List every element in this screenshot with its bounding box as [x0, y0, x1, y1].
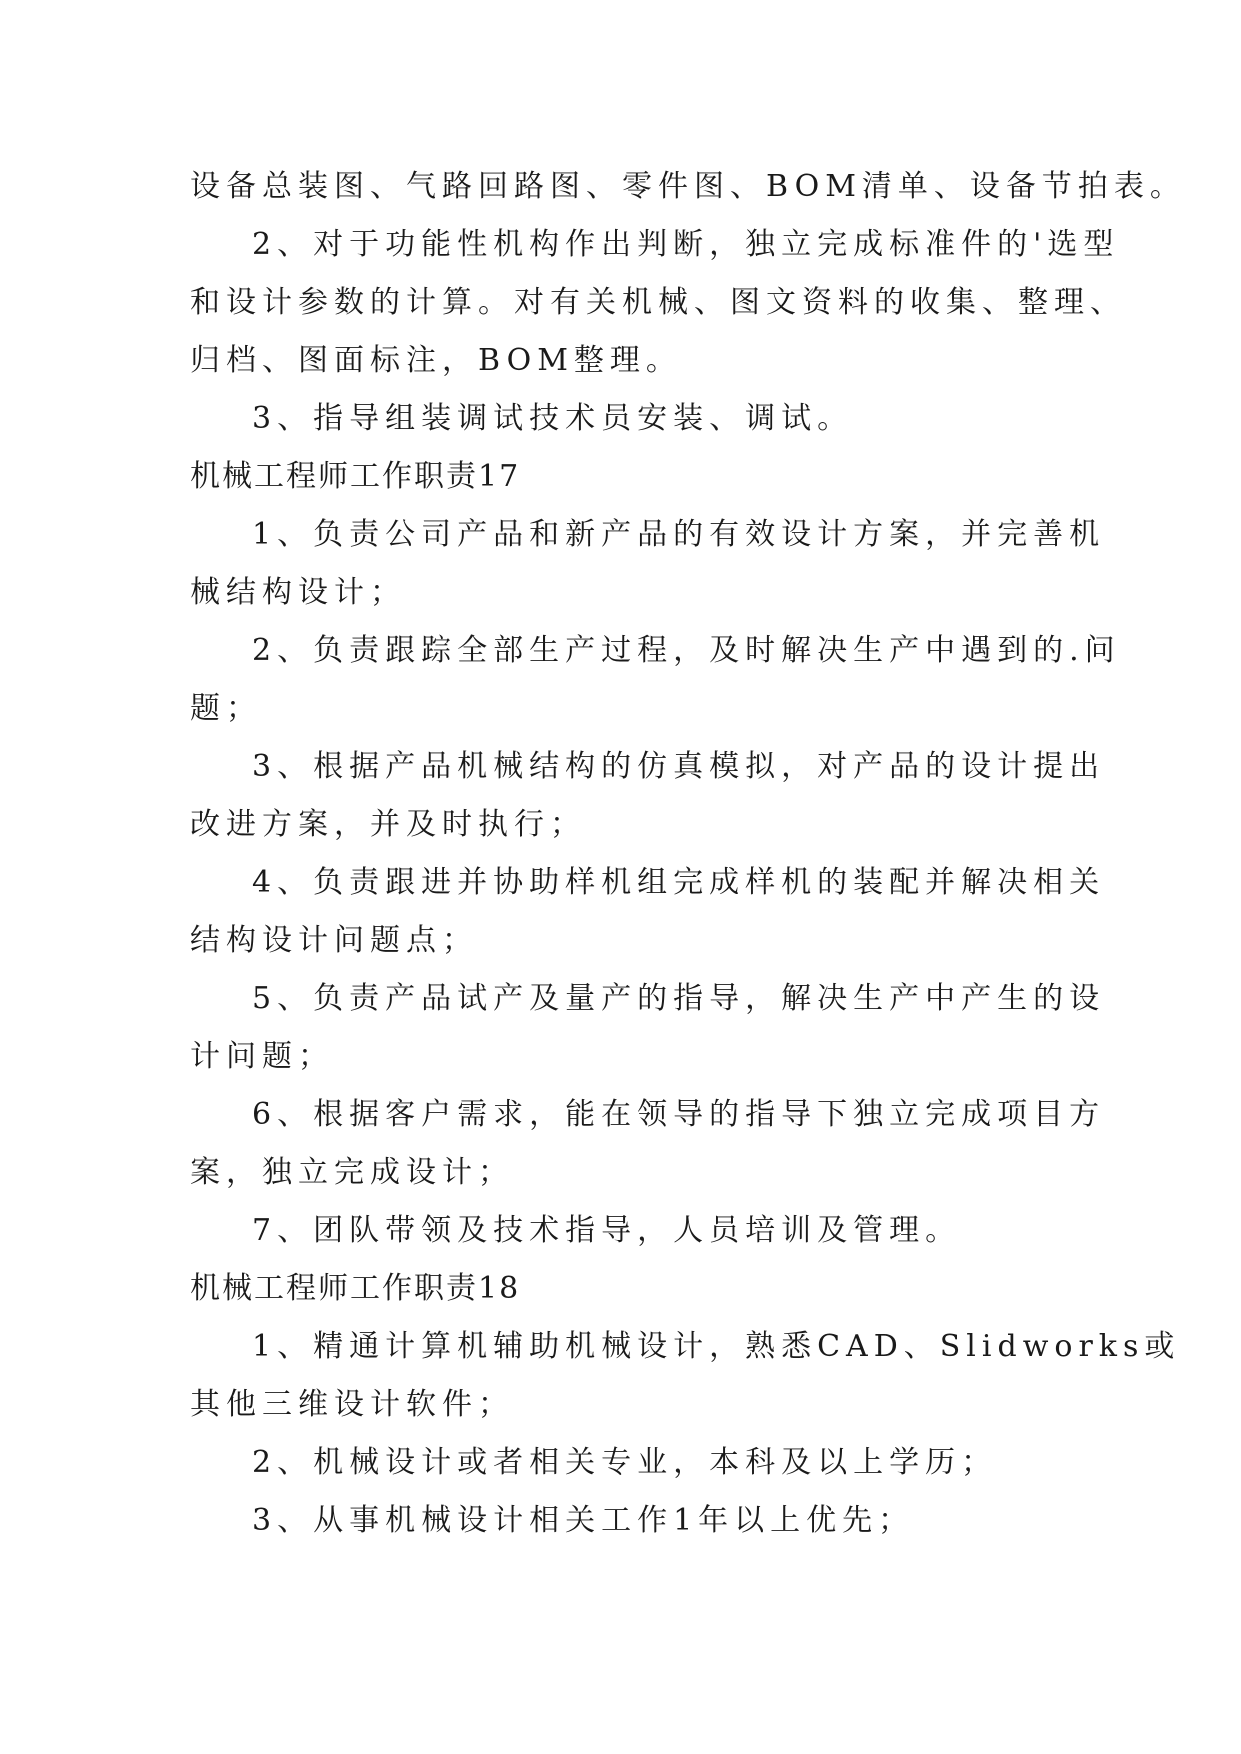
list-item: 7、团队带领及技术指导，人员培训及管理。 [252, 1213, 962, 1248]
text-line: 械结构设计； [190, 575, 406, 610]
list-item: 6、根据客户需求，能在领导的指导下独立完成项目方 [252, 1097, 1106, 1132]
text-line: 和设计参数的计算。对有关机械、图文资料的收集、整理、 [190, 285, 1126, 320]
text-line: 结构设计问题点； [190, 923, 478, 958]
list-item: 2、负责跟踪全部生产过程，及时解决生产中遇到的.问 [252, 633, 1121, 668]
list-item: 1、精通计算机辅助机械设计，熟悉CAD、Slidworks或 [252, 1329, 1181, 1364]
text-line: 改进方案，并及时执行； [190, 807, 586, 842]
text-line: 归档、图面标注，BOM整理。 [190, 343, 682, 378]
text-line: 设备总装图、气路回路图、零件图、BOM清单、设备节拍表。 [190, 169, 1186, 204]
document-body [190, 158, 1186, 1550]
list-item: 3、指导组装调试技术员安装、调试。 [252, 401, 854, 436]
list-item: 4、负责跟进并协助样机组完成样机的装配并解决相关 [252, 865, 1106, 900]
text-line: 其他三维设计软件； [190, 1387, 514, 1422]
list-item: 1、负责公司产品和新产品的有效设计方案，并完善机 [252, 517, 1106, 552]
list-item: 2、对于功能性机构作出判断，独立完成标准件的'选型 [252, 227, 1120, 262]
text-line: 案，独立完成设计； [190, 1155, 514, 1190]
list-item: 2、机械设计或者相关专业，本科及以上学历； [252, 1445, 998, 1480]
section-heading: 机械工程师工作职责17 [190, 459, 521, 494]
section-heading: 机械工程师工作职责18 [190, 1271, 521, 1306]
list-item: 5、负责产品试产及量产的指导，解决生产中产生的设 [252, 981, 1106, 1016]
list-item: 3、从事机械设计相关工作1年以上优先； [252, 1503, 915, 1538]
list-item: 3、根据产品机械结构的仿真模拟，对产品的设计提出 [252, 749, 1106, 784]
text-line: 计问题； [190, 1039, 334, 1074]
text-line: 题； [190, 691, 262, 726]
